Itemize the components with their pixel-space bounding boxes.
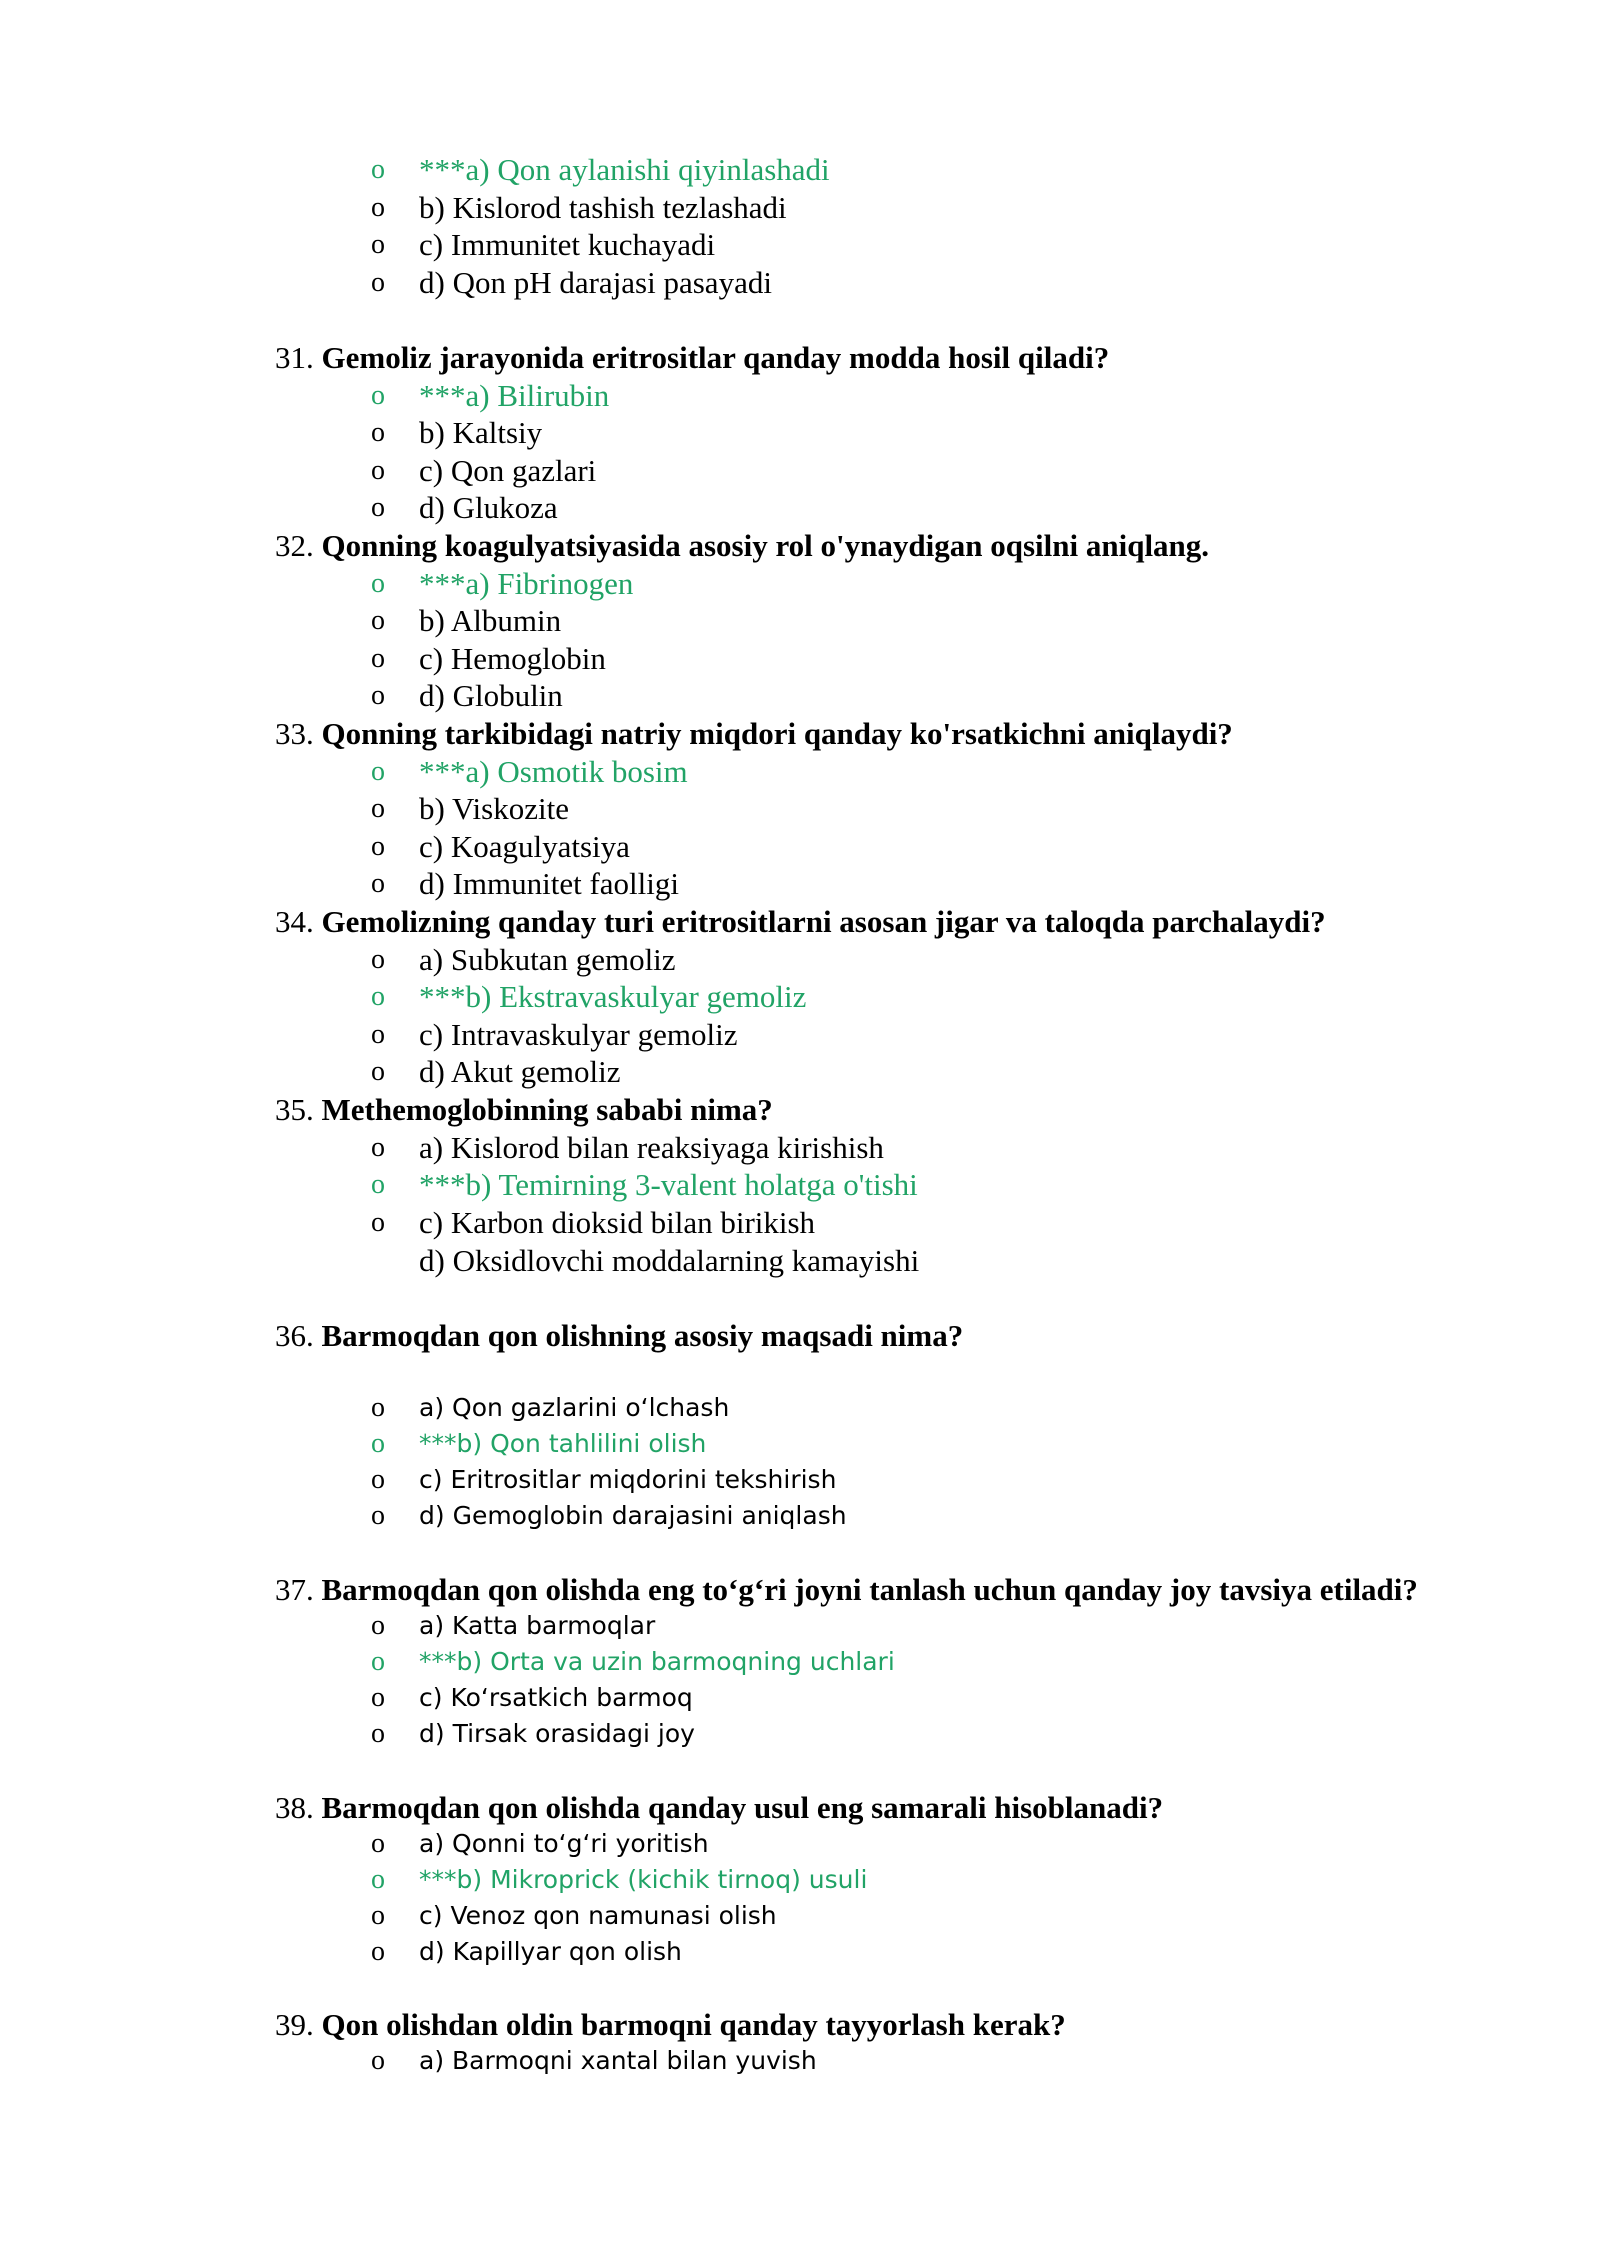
question-text: Barmoqdan qon olishning asosiy maqsadi nima? xyxy=(321,1318,964,1353)
question-text: Qonning tarkibidagi natriy miqdori qanday ko'rsatkichni aniqlaydi? xyxy=(321,716,1233,751)
question-32 xyxy=(275,528,1209,564)
question-text: Barmoqdan qon olishda qanday usul eng samarali hisoblanadi? xyxy=(321,1790,1164,1825)
question-number: 37. xyxy=(275,1572,314,1607)
bullet-icon: o xyxy=(371,1464,385,1495)
answer-option-text: a) Subkutan gemoliz xyxy=(419,942,676,977)
answer-option-text: d) Tirsak orasidagi joy xyxy=(419,1719,695,1748)
answer-option-text: ***a) Bilirubin xyxy=(419,378,610,413)
answer-option-text: d) Kapillyar qon olish xyxy=(419,1937,682,1966)
bullet-icon: o xyxy=(371,643,385,674)
bullet-icon: o xyxy=(371,944,385,975)
question-number: 36. xyxy=(275,1318,314,1353)
answer-option-text: b) Viskozite xyxy=(419,791,569,826)
bullet-icon: o xyxy=(371,455,385,486)
bullet-icon: o xyxy=(371,1207,385,1238)
bullet-icon: o xyxy=(371,1169,385,1200)
bullet-icon: o xyxy=(371,1718,385,1749)
bullet-icon: o xyxy=(371,417,385,448)
question-34 xyxy=(275,904,1326,940)
answer-option-text: d) Oksidlovchi moddalarning kamayishi xyxy=(419,1243,920,1278)
bullet-icon: o xyxy=(371,2045,385,2076)
bullet-icon: o xyxy=(371,868,385,899)
bullet-icon: o xyxy=(371,1019,385,1050)
answer-option-text: c) Ko‘rsatkich barmoq xyxy=(419,1683,693,1712)
answer-option-text: c) Immunitet kuchayadi xyxy=(419,227,716,262)
question-number: 34. xyxy=(275,904,314,939)
question-text: Gemoliz jarayonida eritrositlar qanday modda hosil qiladi? xyxy=(321,340,1110,375)
answer-option-text: d) Glukoza xyxy=(419,490,558,525)
answer-option-text: c) Eritrositlar miqdorini tekshirish xyxy=(419,1465,837,1494)
bullet-icon: o xyxy=(371,229,385,260)
question-36 xyxy=(275,1318,963,1354)
bullet-icon: o xyxy=(371,1936,385,1967)
answer-option-text: b) Kaltsiy xyxy=(419,415,543,450)
bullet-icon: o xyxy=(371,1428,385,1459)
bullet-icon: o xyxy=(371,154,385,185)
answer-option-text: ***b) Orta va uzin barmoqning uchlari xyxy=(419,1647,895,1676)
bullet-icon: o xyxy=(371,1900,385,1931)
answer-option-text: ***a) Fibrinogen xyxy=(419,566,634,601)
answer-option-text: ***b) Temirning 3-valent holatga o'tishi xyxy=(419,1167,918,1202)
bullet-icon: o xyxy=(371,267,385,298)
bullet-icon: o xyxy=(371,1646,385,1677)
bullet-icon: o xyxy=(371,1864,385,1895)
question-number: 32. xyxy=(275,528,314,563)
bullet-icon: o xyxy=(371,492,385,523)
question-text: Qonning koagulyatsiyasida asosiy rol o'ynaydigan oqsilni aniqlang. xyxy=(321,528,1210,563)
answer-option-text: b) Kislorod tashish tezlashadi xyxy=(419,190,787,225)
answer-option-text: ***b) Mikroprick (kichik tirnoq) usuli xyxy=(419,1865,868,1894)
question-39 xyxy=(275,2007,1066,2043)
question-38 xyxy=(275,1790,1163,1826)
answer-option-text: ***a) Osmotik bosim xyxy=(419,754,688,789)
bullet-icon: o xyxy=(371,1392,385,1423)
bullet-icon: o xyxy=(371,1682,385,1713)
answer-option-text: c) Venoz qon namunasi olish xyxy=(419,1901,777,1930)
answer-option-text: a) Barmoqni xantal bilan yuvish xyxy=(419,2046,817,2075)
bullet-icon: o xyxy=(371,605,385,636)
answer-option-text: d) Akut gemoliz xyxy=(419,1054,621,1089)
question-text: Qon olishdan oldin barmoqni qanday tayyorlash kerak? xyxy=(321,2007,1066,2042)
answer-option-text: d) Immunitet faolligi xyxy=(419,866,680,901)
question-text: Barmoqdan qon olishda eng to‘g‘ri joyni tanlash uchun qanday joy tavsiya etiladi? xyxy=(321,1572,1418,1607)
bullet-icon: o xyxy=(371,1500,385,1531)
answer-option-text: ***b) Qon tahlilini olish xyxy=(419,1429,707,1458)
answer-option-text: a) Katta barmoqlar xyxy=(419,1611,656,1640)
answer-option-text: c) Karbon dioksid bilan birikish xyxy=(419,1205,816,1240)
answer-option-text: ***b) Ekstravaskulyar gemoliz xyxy=(419,979,807,1014)
bullet-icon: o xyxy=(371,793,385,824)
answer-option-text: d) Globulin xyxy=(419,678,563,713)
question-number: 33. xyxy=(275,716,314,751)
answer-option-text: a) Kislorod bilan reaksiyaga kirishish xyxy=(419,1130,884,1165)
answer-option-text: c) Hemoglobin xyxy=(419,641,606,676)
answer-option-text: c) Qon gazlari xyxy=(419,453,597,488)
bullet-icon: o xyxy=(371,680,385,711)
answer-option-text: b) Albumin xyxy=(419,603,562,638)
answer-option-text: d) Gemoglobin darajasini aniqlash xyxy=(419,1501,847,1530)
answer-option-text: a) Qon gazlarini o‘lchash xyxy=(419,1393,730,1422)
bullet-icon: o xyxy=(371,981,385,1012)
bullet-icon: o xyxy=(371,831,385,862)
bullet-icon: o xyxy=(371,1132,385,1163)
bullet-icon: o xyxy=(371,192,385,223)
question-35 xyxy=(275,1092,773,1128)
question-number: 31. xyxy=(275,340,314,375)
question-33 xyxy=(275,716,1233,752)
bullet-icon: o xyxy=(371,568,385,599)
answer-option-text: c) Koagulyatsiya xyxy=(419,829,630,864)
question-37 xyxy=(275,1572,1418,1608)
bullet-icon: o xyxy=(371,1828,385,1859)
question-number: 39. xyxy=(275,2007,314,2042)
question-number: 35. xyxy=(275,1092,314,1127)
bullet-icon: o xyxy=(371,756,385,787)
question-text: Gemolizning qanday turi eritrositlarni asosan jigar va taloqda parchalaydi? xyxy=(321,904,1326,939)
question-31 xyxy=(275,340,1109,376)
question-text: Methemoglobinning sababi nima? xyxy=(321,1092,773,1127)
bullet-icon: o xyxy=(371,1610,385,1641)
question-number: 38. xyxy=(275,1790,314,1825)
bullet-icon: o xyxy=(371,380,385,411)
answer-option-text: ***a) Qon aylanishi qiyinlashadi xyxy=(419,152,830,187)
answer-option-text: d) Qon pH darajasi pasayadi xyxy=(419,265,772,300)
bullet-icon: o xyxy=(371,1056,385,1087)
answer-option-text: c) Intravaskulyar gemoliz xyxy=(419,1017,738,1052)
answer-option-text: a) Qonni to‘g‘ri yoritish xyxy=(419,1829,709,1858)
